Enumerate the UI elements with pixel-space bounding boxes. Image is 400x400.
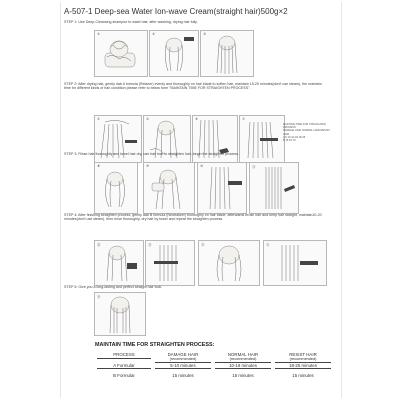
table-cell: 15 minutes — [172, 373, 194, 378]
straighten-process-illustration — [250, 163, 298, 213]
final-iron-illustration — [264, 241, 326, 285]
hair-iron-illustration — [198, 163, 246, 213]
apply-neutralizer-illustration — [95, 241, 143, 285]
step-1-text: STEP 1: Use Deep-Cleansing shampoo to wash hair, after washing, drying hair fully. — [64, 20, 198, 24]
table-cell: 18-25 minutes — [273, 363, 333, 373]
table-row — [95, 363, 333, 373]
step-3-text: STEP 3: Rinse hair thoroughly and towel hair dry, use hair iron to straighten hair, begin the straighten process. — [64, 152, 239, 156]
step-3-panel-4: ⑪ — [249, 162, 299, 214]
hair-combing-illustration — [201, 31, 253, 76]
keep-straight-illustration — [199, 241, 259, 285]
step-4-panel-3: ⑭ — [198, 240, 260, 286]
rinse-hair-illustration — [95, 163, 137, 213]
mini-maintain-table: MAINTAIN TIME FOR STRAIGHTEN PROCESS DAMAGE HAIR NORMAL HAIR RESIST HAIR A 5-10 10-18 18-25 B 15 15 15 — [283, 123, 330, 143]
step-1-panel-3: ③ — [200, 30, 254, 77]
step-3-panel-1: ⑧ — [94, 162, 138, 214]
instruction-sheet — [60, 2, 342, 398]
step-5-panel-1: ⑯ — [94, 292, 146, 336]
table-cell: 10-18 minutes — [213, 363, 273, 373]
step-1-panel-2: ② — [149, 30, 199, 77]
header-resist-hair: RESIST HAIR (recommended) — [273, 352, 333, 363]
step-2-panel-1: ④ — [94, 115, 142, 163]
table-cell: A Formular — [95, 363, 153, 373]
step-4-text: STEP 4: After finishing straighten process, gently dab B formula (Neutralizer) thoroughly on hair blade, afterwards brush hair and keep hair straight, maintain10-20 minutes(don't use steam), then rinse thoroughly, dry hair by towel and repeat the straighten process. — [64, 213, 322, 222]
table-header-row — [95, 352, 333, 363]
finished-straight-hair-illustration — [95, 293, 145, 335]
step-2-panel-4: ⑦ — [239, 115, 285, 163]
step-4-panel-4: ⑮ — [263, 240, 327, 286]
document-title: A-507-1 Deep-sea Water Ion-wave Cream(straight hair)500g×2 — [64, 7, 288, 16]
hair-wash-illustration — [95, 31, 147, 76]
towel-dry-illustration — [144, 163, 194, 213]
table-row — [95, 373, 333, 383]
step-2-panel-2: ⑤ — [143, 115, 191, 163]
step-5-text: STEP 5: Give you a long-lasting and perfect straight hair look. — [64, 285, 163, 289]
table-cell: 15 minutes — [232, 373, 254, 378]
hair-drying-illustration — [150, 31, 198, 76]
header-normal-hair: NORMAL HAIR (recommended) — [213, 352, 273, 363]
step-4-panel-1: ⑫ — [94, 240, 144, 286]
table-cell: B Formular — [113, 373, 135, 378]
step-3-panel-3: ⑩ — [197, 162, 247, 214]
header-process: PROCESS — [95, 352, 153, 363]
step-3-panel-2: ⑨ — [143, 162, 195, 214]
table-cell: 5-10 minutes — [153, 363, 213, 373]
step-1-panel-1: ① — [94, 30, 148, 77]
step-4-panel-2: ⑬ — [145, 240, 195, 286]
maintain-time-title: MAINTAIN TIME FOR STRAIGHTEN PROCESS: — [95, 342, 215, 348]
table-cell: 15 minutes — [292, 373, 314, 378]
header-damage-hair: DAMAGE HAIR (recommended) — [153, 352, 213, 363]
brush-straight-illustration — [146, 241, 194, 285]
step-2-text: STEP 2: After drying hair, gently dab A formula (Relaxer) evenly and thoroughly on hair blade to soften hair, maintain 15-25 minutes(don't use steam), the maintain time for different kinds of hair condition please refer to below form "MAINTAIN TIME FOR STRAIGHTEN PROCESS". — [64, 82, 322, 91]
maintain-time-table — [95, 352, 333, 383]
step-2-panel-3: ⑥ — [192, 115, 238, 163]
